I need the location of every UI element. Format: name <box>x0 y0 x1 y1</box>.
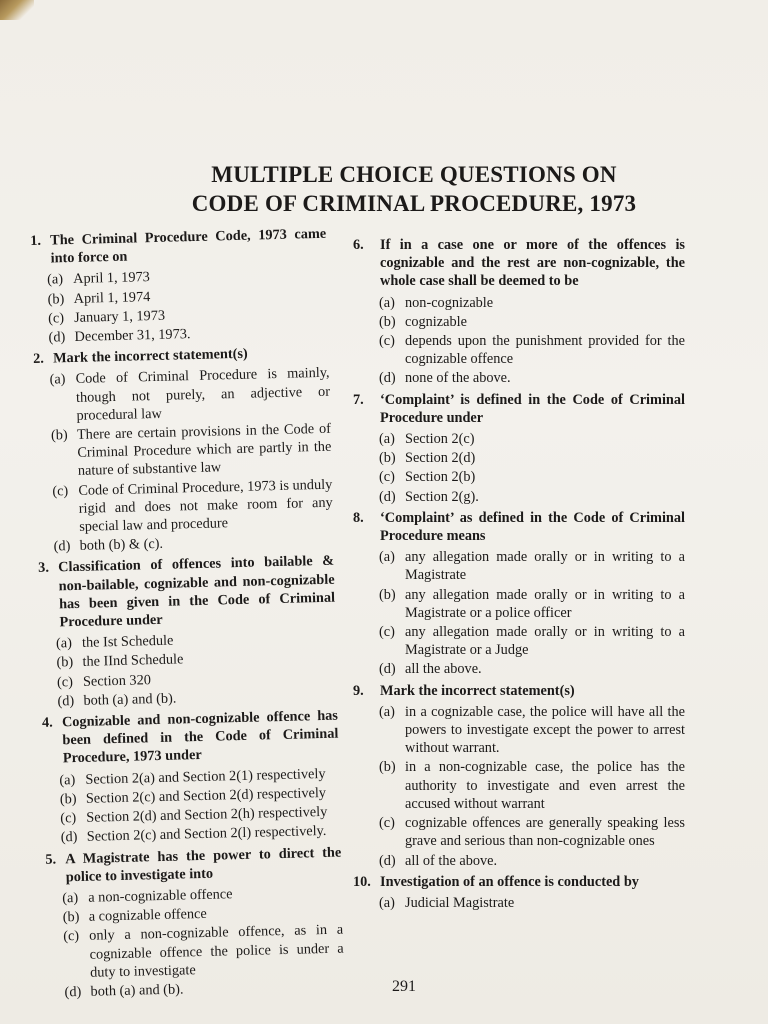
option-text: Section 2(g). <box>405 488 479 505</box>
option-text: Section 2(a) and Section 2(1) respectively <box>85 765 326 788</box>
option-text: cognizable <box>405 313 467 330</box>
question-text: ‘Complaint’ as defined in the Code of Criminal Procedure means <box>380 509 685 545</box>
question-text: Mark the incorrect statement(s) <box>52 345 248 367</box>
option-label: (b) <box>379 450 396 467</box>
option-item <box>379 758 685 813</box>
option-label: (a) <box>55 635 73 652</box>
question-number: 9. <box>353 682 364 699</box>
option-label: (c) <box>379 815 395 832</box>
option-text: any allegation made orally or in writing to a Magistrate or a police officer <box>405 586 685 621</box>
option-item <box>379 814 685 850</box>
option-text: a non-cognizable offence <box>88 886 233 906</box>
option-label: (b) <box>379 759 396 776</box>
question-text: Investigation of an offence is conducted by <box>380 873 639 890</box>
options-list <box>379 430 685 506</box>
option-text: both (a) and (b). <box>83 690 177 709</box>
option-item <box>379 660 685 678</box>
question <box>42 707 341 848</box>
question-stem <box>42 707 339 769</box>
option-label: (c) <box>52 482 69 500</box>
question-number: 10. <box>353 873 371 890</box>
option-item <box>379 586 685 622</box>
option-item <box>379 369 685 387</box>
option-item <box>379 468 685 486</box>
question <box>33 343 334 556</box>
question-number: 2. <box>32 350 45 368</box>
option-label: (c) <box>379 624 395 641</box>
left-column <box>30 225 345 1005</box>
title-line-1: MULTIPLE CHOICE QUESTIONS ON <box>211 162 617 187</box>
question-stem <box>45 843 342 887</box>
question-number: 5. <box>45 851 57 868</box>
option-text: depends upon the punishment provided for the cognizable offence <box>405 333 685 368</box>
option-text: none of the above. <box>405 370 511 387</box>
question-text: Mark the incorrect statement(s) <box>380 682 575 699</box>
option-label: (d) <box>379 488 396 505</box>
option-label: (a) <box>379 549 395 566</box>
question <box>353 509 685 679</box>
option-label: (b) <box>56 654 74 671</box>
question-text: If in a case one or more of the offences is cognizable and the rest are non-cognizable, the whole case shall be deemed to be <box>380 237 685 290</box>
options-list <box>47 264 329 347</box>
option-text: There are certain provisions in the Code of Criminal Procedure which are partly in the nature of substantive law <box>76 420 332 480</box>
options-list <box>379 894 685 912</box>
option-item <box>49 364 330 425</box>
option-label: (c) <box>63 928 80 945</box>
option-text: in a cognizable case, the police will have all the powers to investigate except the power to arrest without warrant. <box>405 703 685 757</box>
option-label: (d) <box>64 983 82 1001</box>
option-text: only a non-cognizable offence, as in a cognizable offence the police is under a duty to investigate <box>89 921 344 981</box>
option-label: (c) <box>60 810 77 827</box>
option-label: (c) <box>379 333 395 350</box>
option-text: the IInd Schedule <box>82 651 184 671</box>
option-item <box>63 921 344 982</box>
option-label: (b) <box>59 790 77 808</box>
option-item <box>379 430 685 448</box>
options-list <box>379 548 685 678</box>
question-stem <box>30 225 327 269</box>
question-number: 6. <box>353 237 364 253</box>
option-text: Section 2(c) and Section 2(l) respectively. <box>86 823 327 846</box>
question-number: 4. <box>41 714 53 731</box>
option-item <box>379 894 685 912</box>
option-text: Section 2(c) and Section 2(d) respectively <box>85 784 327 807</box>
question-number: 7. <box>353 391 364 408</box>
option-item <box>379 852 685 870</box>
option-label: (d) <box>60 829 78 846</box>
option-label: (d) <box>53 538 71 555</box>
question-text: ‘Complaint’ is defined in the Code of Criminal Procedure under <box>380 391 685 426</box>
option-text: any allegation made orally or in writing to a Magistrate <box>405 549 685 584</box>
option-text: all the above. <box>405 661 482 678</box>
option-label: (d) <box>379 370 396 387</box>
question-text: A Magistrate has the power to direct the police to investigate into <box>65 844 342 886</box>
options-list <box>59 764 341 847</box>
question-stem <box>353 682 685 700</box>
question-number: 1. <box>30 232 42 249</box>
page-number: 291 <box>392 978 416 995</box>
options-list <box>379 703 685 870</box>
option-text: Section 2(d) <box>405 450 476 467</box>
option-text: Code of Criminal Procedure is mainly, though not purely, an adjective or procedural law <box>75 365 331 424</box>
option-text: April 1, 1973 <box>72 269 150 288</box>
option-label: (b) <box>62 909 80 926</box>
option-item <box>52 475 333 536</box>
question-stem <box>353 509 685 545</box>
question-number: 3. <box>38 560 50 577</box>
page-title <box>60 160 768 218</box>
option-label: (c) <box>379 469 395 486</box>
question <box>30 225 329 347</box>
options-list <box>56 628 338 711</box>
option-item <box>379 623 685 659</box>
question <box>353 873 685 912</box>
option-label: (a) <box>379 894 395 911</box>
option-label: (a) <box>379 703 395 720</box>
option-label: (d) <box>48 329 66 346</box>
question-text: Classification of offences into bailable & non-bailable, cognizable and non-cognizable has been given in the Code of Criminal Procedure under <box>58 553 336 631</box>
option-label: (b) <box>47 290 65 308</box>
question-stem <box>38 552 336 632</box>
option-label: (a) <box>46 271 64 288</box>
option-text: non-cognizable <box>405 294 494 311</box>
option-item <box>379 313 685 331</box>
option-label: (b) <box>50 427 68 444</box>
option-text: Section 2(c) <box>405 431 475 448</box>
title-line-2: CODE OF CRIMINAL PROCEDURE, 1973 <box>191 191 637 216</box>
option-item <box>379 703 685 758</box>
page-corner-mark <box>0 0 34 20</box>
option-text: both (b) & (c). <box>79 536 164 555</box>
option-text: all of the above. <box>405 852 498 869</box>
option-item <box>379 548 685 584</box>
option-item <box>379 294 685 312</box>
option-text: Section 2(d) and Section 2(h) respectively <box>86 804 328 826</box>
option-label: (d) <box>379 661 396 678</box>
option-label: (a) <box>62 889 79 907</box>
option-label: (a) <box>59 771 76 789</box>
option-label: (a) <box>49 371 66 388</box>
option-text: both (a) and (b). <box>90 981 184 1000</box>
option-text: the Ist Schedule <box>81 632 174 652</box>
option-text: any allegation made orally or in writing to a Magistrate or a Judge <box>405 624 685 659</box>
question <box>353 682 685 870</box>
question-stem <box>353 873 685 891</box>
option-item <box>51 420 332 481</box>
question-stem <box>353 391 685 427</box>
option-text: Code of Criminal Procedure, 1973 is unduly rigid and does not make room for any special law and procedure <box>78 476 333 535</box>
option-label: (c) <box>47 310 65 327</box>
options-list <box>49 364 333 556</box>
option-text: in a non-cognizable case, the police has the authority to investigate and even arrest the accused without warrant <box>405 759 685 812</box>
option-text: cognizable offences are generally speaking less grave and serious than non-cognizable ones <box>405 815 685 850</box>
option-text: Section 2(b) <box>405 469 476 486</box>
option-text: January 1, 1973 <box>73 307 166 326</box>
option-text: Section 320 <box>82 671 152 690</box>
option-label: (a) <box>379 294 395 311</box>
question-stem <box>353 236 685 291</box>
question-text: Cognizable and non-cognizable offence has been defined in the Code of Criminal Procedure, 1973 under <box>61 707 339 767</box>
question <box>38 552 338 711</box>
question-number: 8. <box>353 509 364 526</box>
options-list <box>379 294 685 388</box>
option-item <box>379 449 685 467</box>
question-text: The Criminal Procedure Code, 1973 came into force on <box>50 225 327 267</box>
option-label: (b) <box>379 586 396 603</box>
option-item <box>379 488 685 506</box>
option-label: (d) <box>57 692 75 710</box>
option-text: Judicial Magistrate <box>405 894 515 911</box>
question <box>353 236 685 388</box>
option-label: (d) <box>379 852 396 869</box>
option-label: (a) <box>379 431 395 448</box>
option-item <box>379 332 685 368</box>
option-text: April 1, 1974 <box>73 288 151 307</box>
right-column <box>353 236 685 915</box>
option-text: December 31, 1973. <box>74 326 191 345</box>
question <box>353 391 685 506</box>
option-label: (c) <box>56 673 74 691</box>
option-text: a cognizable offence <box>88 905 207 925</box>
option-label: (b) <box>379 313 396 330</box>
